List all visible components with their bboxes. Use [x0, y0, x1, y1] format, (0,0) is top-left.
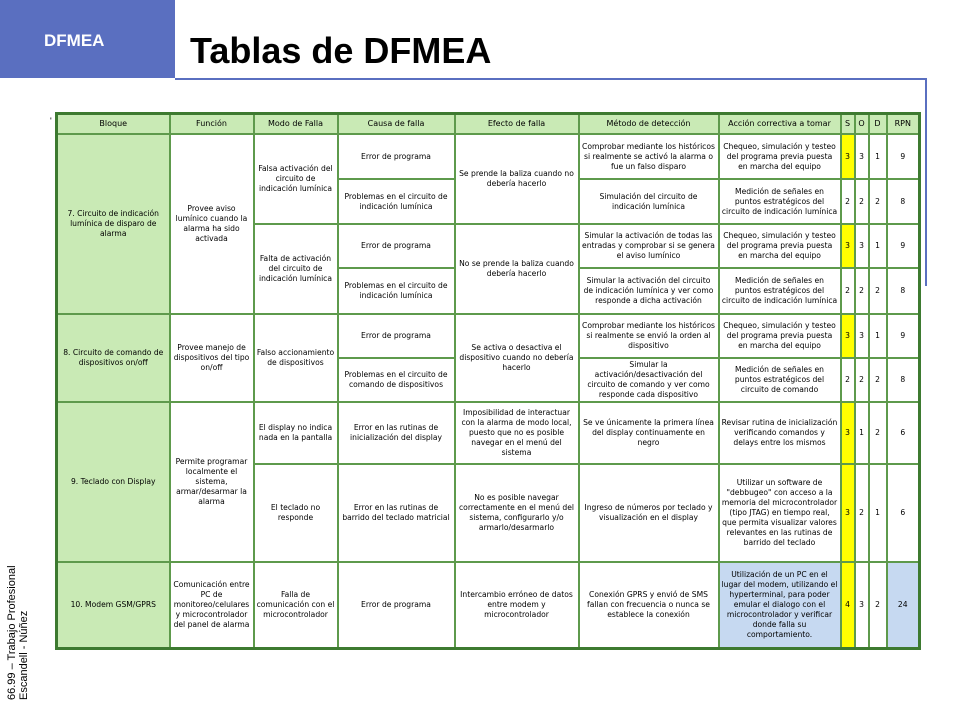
right-divider	[925, 78, 927, 286]
cell-d: 2	[869, 268, 887, 314]
cell-s: 2	[841, 179, 855, 224]
col-header-modo: Modo de Falla	[254, 114, 338, 135]
cell-efecto: No es posible navegar correctamente en el menú del sistema, configurarlo y/o armarlo/desarmarlo	[455, 464, 579, 562]
cell-causa: Problemas en el circuito de comando de dispositivos	[338, 358, 455, 402]
cell-causa: Error en las rutinas de barrido del teclado matricial	[338, 464, 455, 562]
cell-o: 2	[855, 358, 869, 402]
col-header-funcion: Función	[170, 114, 254, 135]
cell-causa: Error en las rutinas de inicialización del display	[338, 402, 455, 464]
cell-accion: Medición de señales en puntos estratégicos del circuito de indicación lumínica	[719, 268, 841, 314]
cell-modo: El teclado no responde	[254, 464, 338, 562]
sidebar-line-2: Escandell - Núñez	[18, 610, 30, 700]
col-header-rpn: RPN	[887, 114, 920, 135]
cell-efecto: No se prende la baliza cuando debería hacerlo	[455, 224, 579, 314]
cell-s: 2	[841, 358, 855, 402]
col-header-o: O	[855, 114, 869, 135]
cell-funcion: Provee manejo de dispositivos del tipo on/off	[170, 314, 254, 402]
cell-s: 3	[841, 314, 855, 358]
cell-s: 3	[841, 134, 855, 179]
cell-accion: Chequeo, simulación y testeo del programa previa puesta en marcha del equipo	[719, 314, 841, 358]
cell-o: 2	[855, 179, 869, 224]
cell-o: 3	[855, 224, 869, 268]
cell-causa: Error de programa	[338, 562, 455, 648]
cell-metodo: Ingreso de números por teclado y visualización en el display	[579, 464, 719, 562]
cell-accion: Medición de señales en puntos estratégicos del circuito de indicación lumínica	[719, 179, 841, 224]
cell-efecto: Imposibilidad de interactuar con la alarma de modo local, puesto que no es posible navegar en el menú del sistema	[455, 402, 579, 464]
cell-causa: Error de programa	[338, 224, 455, 268]
table-row	[57, 314, 920, 358]
cell-efecto: Intercambio erróneo de datos entre modem y microcontrolador	[455, 562, 579, 648]
cell-metodo: Comprobar mediante los históricos si realmente se envió la orden al dispositivo	[579, 314, 719, 358]
cell-d: 1	[869, 314, 887, 358]
cell-o: 2	[855, 268, 869, 314]
cell-o: 3	[855, 134, 869, 179]
cell-accion: Revisar rutina de inicialización verificando comandos y delays entre los mismos	[719, 402, 841, 464]
cell-o: 3	[855, 562, 869, 648]
cell-modo: Falsa activación del circuito de indicación lumínica	[254, 134, 338, 224]
dfmea-table	[55, 112, 921, 650]
cell-d: 1	[869, 224, 887, 268]
cell-s: 4	[841, 562, 855, 648]
cell-metodo: Simular la activación de todas las entradas y comprobar si se genera el aviso lumínico	[579, 224, 719, 268]
table-row	[57, 562, 920, 648]
cell-rpn: 8	[887, 268, 920, 314]
cell-modo: El display no indica nada en la pantalla	[254, 402, 338, 464]
cell-funcion: Comunicación entre PC de monitoreo/celulares y microcontrolador del panel de alarma	[170, 562, 254, 648]
cell-d: 2	[869, 179, 887, 224]
cell-metodo: Simular la activación del circuito de indicación lumínica y ver como responde a dicha activación	[579, 268, 719, 314]
sidebar-line-1: 66.99 – Trabajo Profesional	[6, 565, 18, 700]
cell-s: 3	[841, 464, 855, 562]
cell-efecto: Se activa o desactiva el dispositivo cuando no debería hacerlo	[455, 314, 579, 402]
sidebar-footer	[6, 565, 30, 700]
col-header-d: D	[869, 114, 887, 135]
cell-accion: Chequeo, simulación y testeo del programa previa puesta en marcha del equipo	[719, 134, 841, 179]
cell-causa: Error de programa	[338, 134, 455, 179]
cell-causa: Error de programa	[338, 314, 455, 358]
page-title: Tablas de DFMEA	[190, 30, 492, 71]
table-row	[57, 134, 920, 179]
col-header-efecto: Efecto de falla	[455, 114, 579, 135]
cell-metodo: Simulación del circuito de indicación lumínica	[579, 179, 719, 224]
cell-rpn: 9	[887, 314, 920, 358]
cell-d: 2	[869, 402, 887, 464]
cell-metodo: Conexión GPRS y envió de SMS fallan con frecuencia o nunca se establece la conexión	[579, 562, 719, 648]
section-tab	[0, 0, 175, 78]
cell-causa: Problemas en el circuito de indicación lumínica	[338, 268, 455, 314]
cell-bloque: 8. Circuito de comando de dispositivos on/off	[57, 314, 170, 402]
cell-metodo: Comprobar mediante los históricos si realmente se activó la alarma o fue un falso disparo	[579, 134, 719, 179]
cell-d: 1	[869, 134, 887, 179]
cell-accion: Utilizar un software de "debbugeo" con acceso a la memoria del microcontrolador (tipo JTAG) en tiempo real, que permita visualizar valores relevantes en las rutinas de barrido del teclado	[719, 464, 841, 562]
cell-modo: Falla de comunicación con el microcontrolador	[254, 562, 338, 648]
cell-bloque: 10. Modem GSM/GPRS	[57, 562, 170, 648]
table-row	[57, 402, 920, 464]
cell-s: 3	[841, 402, 855, 464]
cell-rpn: 6	[887, 464, 920, 562]
table-header-row	[57, 114, 920, 135]
title-underline	[175, 78, 927, 80]
cell-rpn: 9	[887, 134, 920, 179]
cell-metodo: Simular la activación/desactivación del circuito de comando y ver como responde cada dispositivo	[579, 358, 719, 402]
cell-accion: Utilización de un PC en el lugar del modem, utilizando el hyperterminal, para poder emular el dialogo con el microcontrolador y verificar donde falla su comportamiento.	[719, 562, 841, 648]
cell-accion: Medición de señales en puntos estratégicos del circuito de comando	[719, 358, 841, 402]
section-tab-label: DFMEA	[44, 31, 105, 50]
marker-glyph: '	[50, 116, 52, 126]
cell-rpn: 24	[887, 562, 920, 648]
cell-s: 3	[841, 224, 855, 268]
cell-bloque: 9. Teclado con Display	[57, 402, 170, 562]
cell-efecto: Se prende la baliza cuando no debería hacerlo	[455, 134, 579, 224]
col-header-bloque: Bloque	[57, 114, 170, 135]
cell-funcion: Provee aviso lumínico cuando la alarma ha sido activada	[170, 134, 254, 314]
col-header-s: S	[841, 114, 855, 135]
cell-o: 1	[855, 402, 869, 464]
cell-d: 2	[869, 358, 887, 402]
cell-rpn: 8	[887, 358, 920, 402]
col-header-accion: Acción correctiva a tomar	[719, 114, 841, 135]
col-header-metodo: Método de detección	[579, 114, 719, 135]
cell-rpn: 6	[887, 402, 920, 464]
cell-accion: Chequeo, simulación y testeo del programa previa puesta en marcha del equipo	[719, 224, 841, 268]
cell-bloque: 7. Circuito de indicación lumínica de disparo de alarma	[57, 134, 170, 314]
cell-rpn: 8	[887, 179, 920, 224]
cell-d: 1	[869, 464, 887, 562]
cell-modo: Falso accionamiento de dispositivos	[254, 314, 338, 402]
cell-metodo: Se ve únicamente la primera línea del display continuamente en negro	[579, 402, 719, 464]
cell-modo: Falta de activación del circuito de indicación lumínica	[254, 224, 338, 314]
col-header-causa: Causa de falla	[338, 114, 455, 135]
cell-causa: Problemas en el circuito de indicación lumínica	[338, 179, 455, 224]
cell-rpn: 9	[887, 224, 920, 268]
cell-d: 2	[869, 562, 887, 648]
cell-s: 2	[841, 268, 855, 314]
cell-funcion: Permite programar localmente el sistema, armar/desarmar la alarma	[170, 402, 254, 562]
cell-o: 2	[855, 464, 869, 562]
cell-o: 3	[855, 314, 869, 358]
